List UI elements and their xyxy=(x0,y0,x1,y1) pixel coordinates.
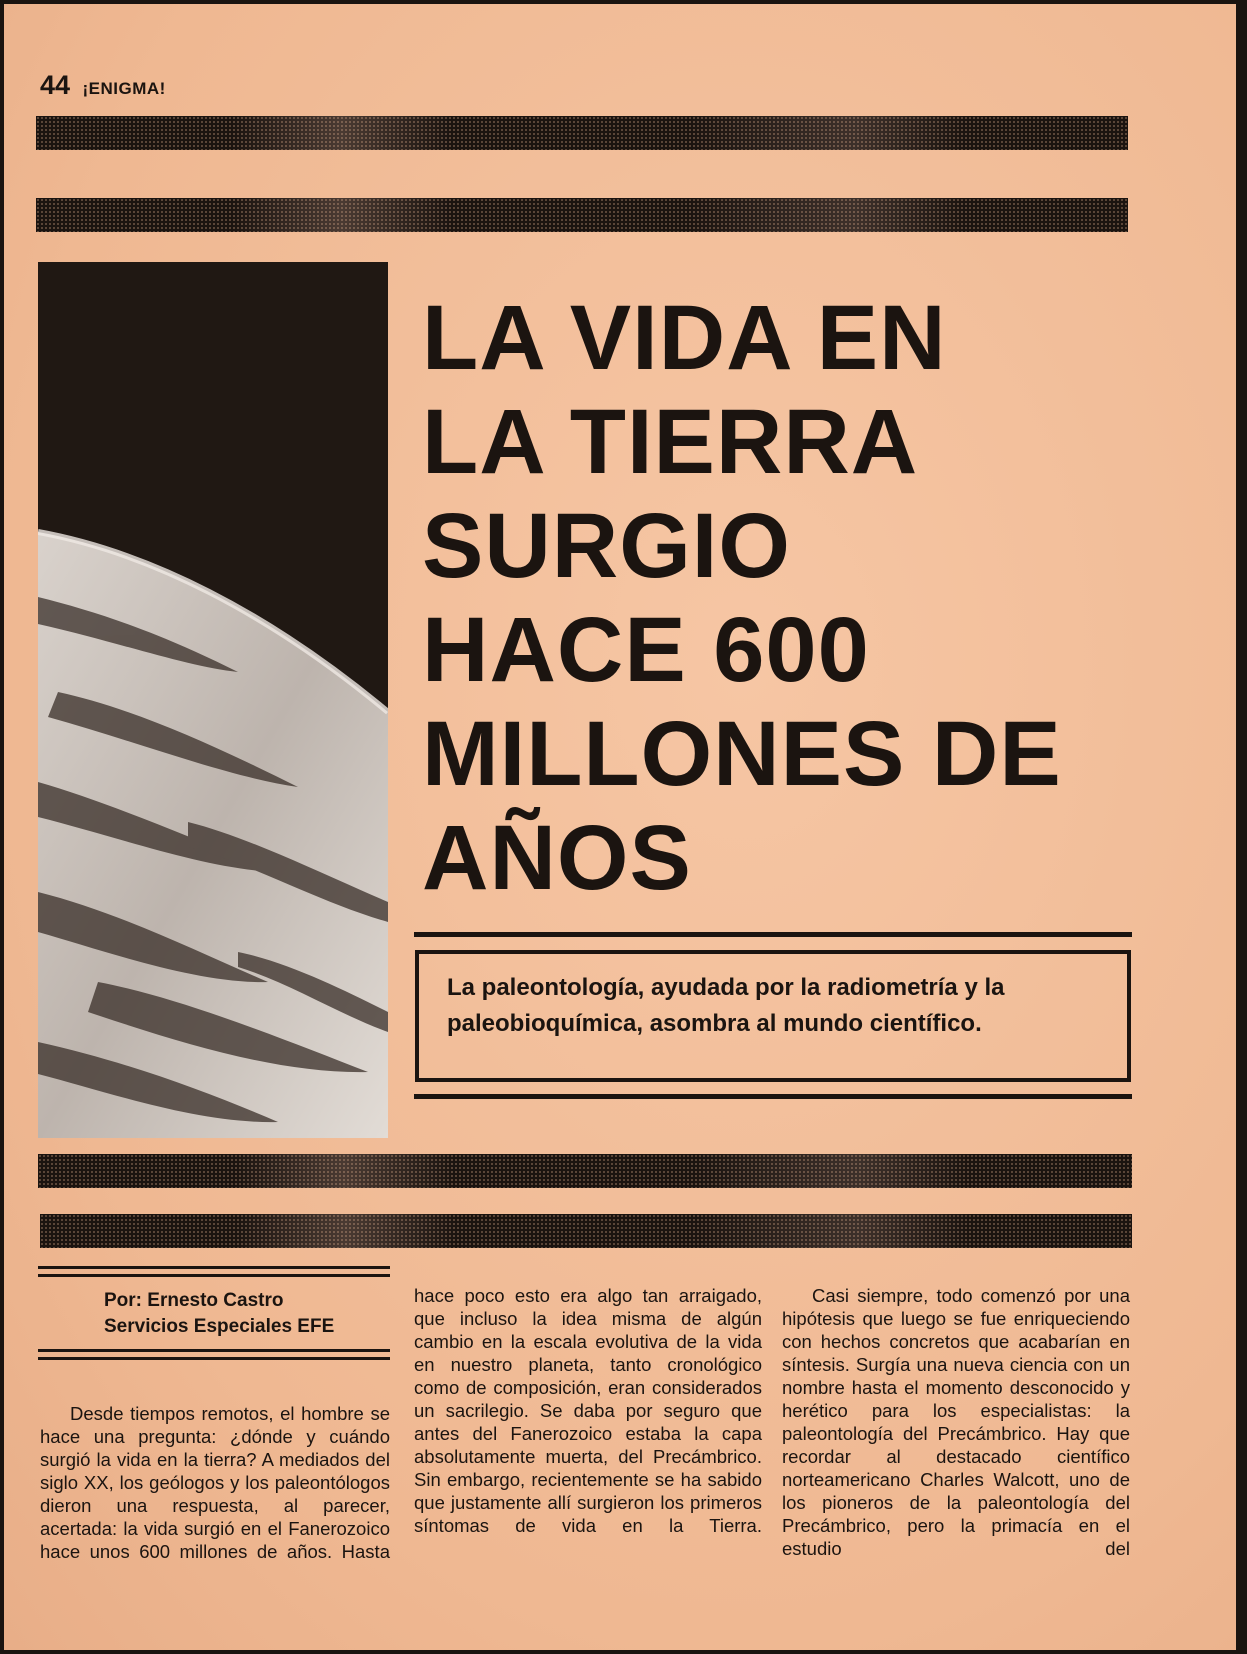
decorative-bar-4 xyxy=(40,1214,1132,1248)
deck-top-rule xyxy=(414,932,1132,937)
article-headline xyxy=(422,286,1062,910)
byline-top-rule-1 xyxy=(38,1266,390,1269)
byline xyxy=(104,1288,334,1340)
earth-from-space-photo xyxy=(38,262,388,1138)
deck-box xyxy=(415,950,1131,1082)
headline-line-3: SURGIO xyxy=(422,495,791,597)
byline-top-rule-2 xyxy=(38,1274,390,1277)
headline-line-6: AÑOS xyxy=(422,807,692,909)
article-column-2: hace poco esto era algo tan arraigado, que incluso la idea misma de algún cambio en la escala evolutiva de la vida en nuestro planeta, tanto cronológico como de composición, eran considerados un sacrilegio. Se daba por seguro que antes del Fanerozoico estaba la capa absolutamente muerta, del Precámbrico. Sin embargo, recientemente se ha sabido que justamente allí surgieron los primeros síntomas de vida en la Tierra. xyxy=(414,1285,762,1536)
decorative-bar-3 xyxy=(38,1154,1132,1188)
headline-line-5: MILLONES DE xyxy=(422,703,1062,805)
byline-bottom-rule-2 xyxy=(38,1357,390,1360)
decorative-bar-1 xyxy=(36,116,1128,150)
byline-author: Por: Ernesto Castro xyxy=(104,1290,284,1311)
deck-text: La paleontología, ayudada por la radiometría y la paleobioquímica, asombra al mundo científico. xyxy=(447,974,1005,1037)
magazine-page xyxy=(4,4,1236,1650)
page-header xyxy=(40,70,166,101)
headline-line-1: LA VIDA EN xyxy=(422,287,947,389)
page-number: 44 xyxy=(40,70,71,100)
deck-bottom-rule xyxy=(414,1094,1132,1099)
byline-bottom-rule-1 xyxy=(38,1349,390,1352)
headline-line-4: HACE 600 xyxy=(422,599,870,701)
headline-line-2: LA TIERRA xyxy=(422,391,919,493)
byline-agency: Servicios Especiales EFE xyxy=(104,1316,335,1337)
decorative-bar-2 xyxy=(36,198,1128,232)
article-column-3: Casi siempre, todo comenzó por una hipótesis que luego se fue enriqueciendo con hechos concretos que acabarían en síntesis. Surgía una nueva ciencia con un nombre hasta el momento desconocido y herético para los especialistas: la paleontología del Precámbrico. Hay que recordar al destacado científico norteamericano Charles Walcott, uno de los pioneros de la paleontología del Precámbrico, pero la primacía en el estudio del xyxy=(782,1285,1130,1559)
article-column-1: Desde tiempos remotos, el hombre se hace una pregunta: ¿dónde y cuándo surgió la vida en la tierra? A mediados del siglo XX, los geólogos y los paleontólogos dieron una respuesta, al parecer, acertada: la vida surgió en el Fanerozoico hace unos 600 millones de años. Hasta xyxy=(40,1403,390,1562)
magazine-name: ¡ENIGMA! xyxy=(82,79,166,98)
